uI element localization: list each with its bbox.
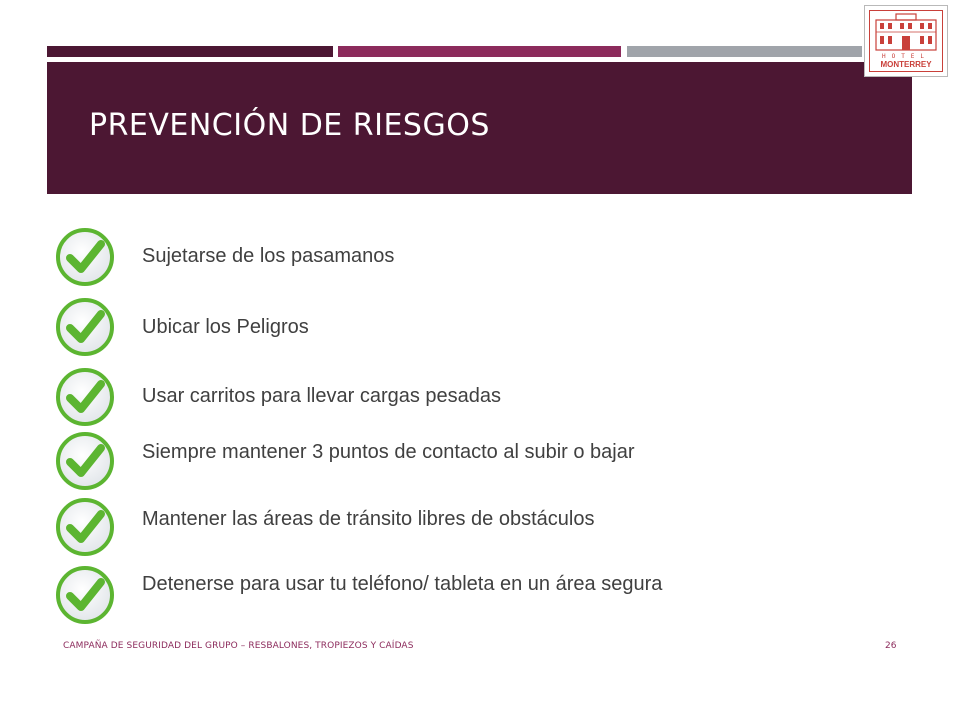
checkmark-icon [55,565,115,625]
list-item [0,562,960,632]
checkmark-icon [55,431,115,491]
list-item [0,294,960,364]
page-number: 26 [885,641,897,651]
logo-hotel-text: HOTEL [881,53,931,60]
item-text: Mantener las áreas de tránsito libres de obstáculos [142,508,595,530]
footer-text: CAMPAÑA DE SEGURIDAD DEL GRUPO – RESBALONES, TROPIEZOS Y CAÍDAS [63,641,414,651]
list-item [0,224,960,294]
slide-title: PREVENCIÓN DE RIESGOS [89,108,490,143]
checkmark-icon [55,367,115,427]
item-text: Detenerse para usar tu teléfono/ tableta en un área segura [142,573,663,595]
checkmark-icon [55,497,115,557]
item-text: Ubicar los Peligros [142,316,309,338]
list-item [0,494,960,564]
item-text: Sujetarse de los pasamanos [142,245,395,267]
logo-name-text: MONTERREY [880,60,932,69]
checkmark-icon [55,227,115,287]
checkmark-icon [55,297,115,357]
list-item [0,364,960,434]
list-item [0,428,960,498]
item-text: Usar carritos para llevar cargas pesadas [142,385,502,407]
item-text: Siempre mantener 3 puntos de contacto al subir o bajar [142,441,635,463]
